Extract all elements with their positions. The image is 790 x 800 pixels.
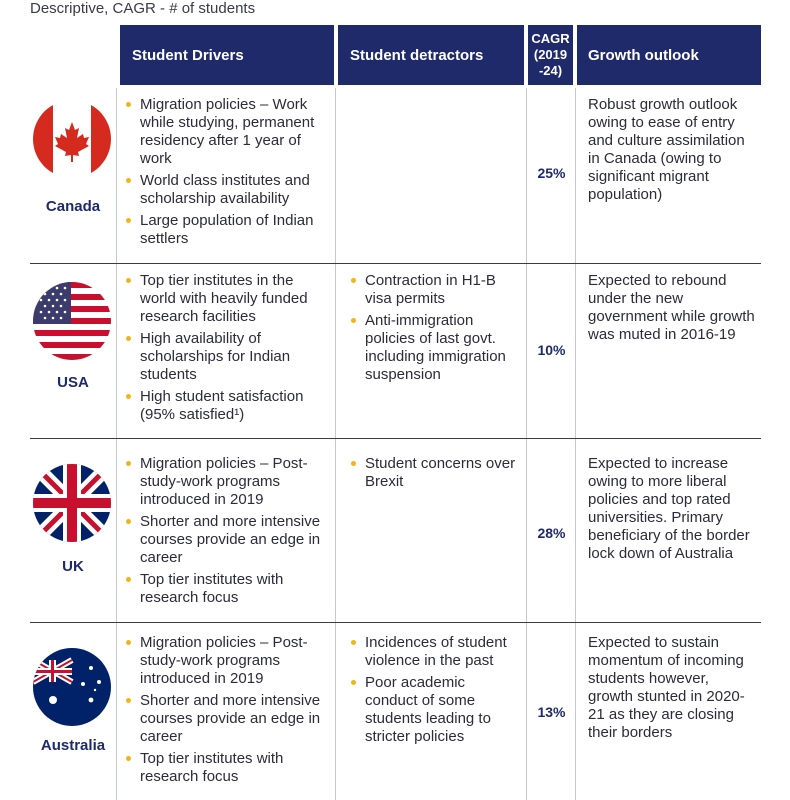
detractors-cell [351, 455, 521, 495]
country-cell [30, 439, 116, 622]
list-item: High availability of scholarships for Indian students [126, 330, 322, 384]
country-name: UK [62, 558, 84, 575]
table-row-uk [30, 439, 761, 623]
cagr-value: 13% [537, 704, 566, 720]
table-row-canada [30, 88, 761, 264]
table-row-australia [30, 623, 761, 800]
list-item: Migration policies – Post-study-work programs introduced in 2019 [126, 634, 322, 688]
uk-flag-icon [33, 464, 111, 542]
outlook-cell: Expected to sustain momentum of incoming students however, growth stunted in 2020-21 as they are closing their borders [588, 634, 745, 741]
cagr-value: 10% [537, 342, 566, 358]
country-cell [30, 623, 116, 800]
country-name: USA [57, 374, 89, 391]
list-item: Poor academic conduct of some students leading to stricter policies [351, 674, 521, 746]
country-cell [30, 88, 116, 263]
drivers-cell [126, 634, 322, 790]
chart-caption: Descriptive, CAGR - # of students [30, 0, 256, 17]
drivers-cell [126, 96, 322, 252]
list-item: Top tier institutes in the world with heavily funded research facilities [126, 272, 322, 326]
detractors-cell [351, 634, 521, 750]
list-item: Migration policies – Post-study-work programs introduced in 2019 [126, 455, 322, 509]
cagr-value: 25% [537, 165, 566, 181]
header-student-drivers: Student Drivers [120, 25, 334, 85]
list-item: Top tier institutes with research focus [126, 750, 322, 786]
header-student-detractors: Student detractors [338, 25, 524, 85]
australia-flag-icon [33, 648, 111, 726]
list-item: Shorter and more intensive courses provide an edge in career [126, 692, 322, 746]
table-row-usa [30, 264, 761, 439]
usa-flag-icon [33, 282, 111, 360]
outlook-cell: Expected to rebound under the new government while growth was muted in 2016-19 [588, 272, 755, 343]
table-header [0, 25, 790, 85]
country-name: Canada [45, 198, 101, 215]
outlook-cell: Robust growth outlook owing to ease of entry and culture assimilation in Canada (owing to significant migrant population) [588, 96, 745, 203]
detractors-cell [351, 272, 521, 388]
list-item: Anti-immigration policies of last govt. including immigration suspension [351, 312, 521, 384]
drivers-cell [126, 455, 322, 611]
header-growth-outlook: Growth outlook [577, 25, 761, 85]
list-item: Shorter and more intensive courses provide an edge in career [126, 513, 322, 567]
outlook-cell: Expected to increase owing to more liberal policies and top rated universities. Primary beneficiary of the border lock down of Australia [588, 455, 750, 562]
country-cell [30, 264, 116, 438]
list-item: World class institutes and scholarship availability [126, 172, 322, 208]
list-item: High student satisfaction (95% satisfied¹) [126, 388, 322, 424]
country-name: Australia [40, 737, 106, 754]
list-item: Incidences of student violence in the past [351, 634, 521, 670]
list-item: Contraction in H1-B visa permits [351, 272, 521, 308]
cagr-value: 28% [537, 525, 566, 541]
list-item: Large population of Indian settlers [126, 212, 322, 248]
list-item: Migration policies – Work while studying, permanent residency after 1 year of work [126, 96, 322, 168]
list-item: Top tier institutes with research focus [126, 571, 322, 607]
canada-flag-icon [33, 100, 111, 178]
header-cagr: CAGR (2019 -24) [528, 25, 573, 85]
list-item: Student concerns over Brexit [351, 455, 521, 491]
drivers-cell [126, 272, 322, 428]
